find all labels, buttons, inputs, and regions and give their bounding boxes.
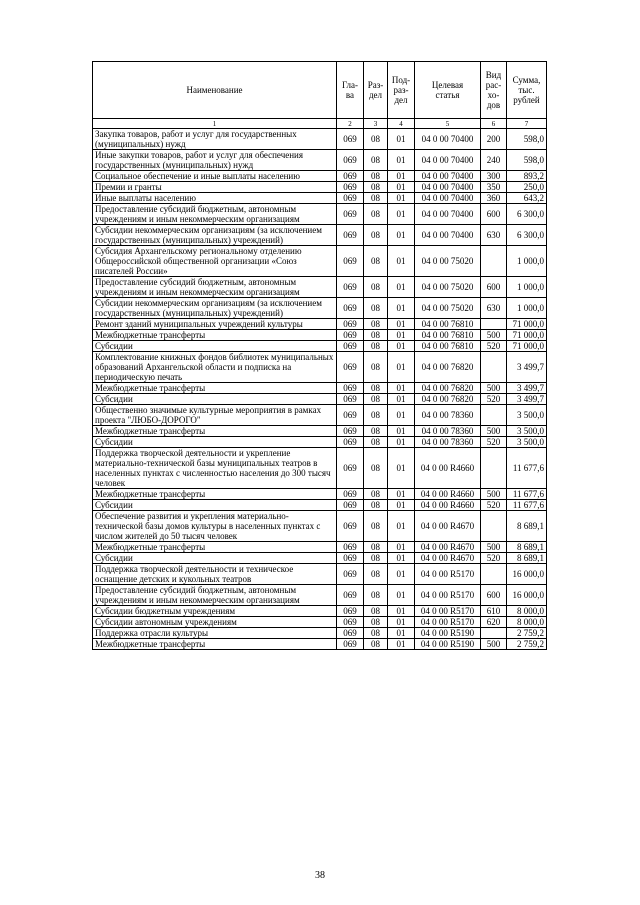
table-header-row: [93, 62, 547, 119]
row-podrazdel: 01: [388, 617, 415, 628]
row-vid: [481, 628, 507, 639]
row-sum: 3 499,7: [507, 352, 547, 383]
row-target: 04 0 00 76820: [415, 383, 481, 394]
row-razdel: 08: [364, 489, 388, 500]
row-target: 04 0 00 R4660: [415, 448, 481, 489]
row-razdel: 08: [364, 319, 388, 330]
table-body: [93, 129, 547, 650]
row-podrazdel: 01: [388, 319, 415, 330]
row-vid: 500: [481, 542, 507, 553]
row-name: Обеспечение развития и укрепления материально-технической базы домов культуры в населенных пунктах с числом жителей до 50 тысяч человек: [93, 511, 337, 542]
row-sum: 3 500,0: [507, 437, 547, 448]
row-target: 04 0 00 R4670: [415, 542, 481, 553]
row-name: Поддержка творческой деятельности и техническое оснащение детских и кукольных театров: [93, 564, 337, 585]
row-podrazdel: 01: [388, 394, 415, 405]
row-vid: 520: [481, 341, 507, 352]
header-glava: Гла- ва: [337, 62, 364, 119]
row-razdel: 08: [364, 448, 388, 489]
row-podrazdel: 01: [388, 298, 415, 319]
row-target: 04 0 00 R5170: [415, 617, 481, 628]
header-vid: Вид рас- хо- дов: [481, 62, 507, 119]
row-target: 04 0 00 R4670: [415, 553, 481, 564]
row-razdel: 08: [364, 204, 388, 225]
row-sum: 16 000,0: [507, 564, 547, 585]
row-name: Субсидия Архангельскому региональному отделению Общероссийской общественной организации «Союз писателей России»: [93, 246, 337, 277]
row-podrazdel: 01: [388, 182, 415, 193]
row-target: 04 0 00 75020: [415, 298, 481, 319]
row-vid: 520: [481, 553, 507, 564]
row-razdel: 08: [364, 129, 388, 150]
row-sum: 6 300,0: [507, 204, 547, 225]
row-razdel: 08: [364, 150, 388, 171]
table-row: [93, 129, 547, 150]
row-podrazdel: 01: [388, 204, 415, 225]
row-vid: 630: [481, 225, 507, 246]
table-row: [93, 639, 547, 650]
row-sum: 8 689,1: [507, 542, 547, 553]
row-sum: 16 000,0: [507, 585, 547, 606]
row-sum: 3 500,0: [507, 405, 547, 426]
row-podrazdel: 01: [388, 500, 415, 511]
row-name: Субсидии автономным учреждениям: [93, 617, 337, 628]
row-vid: 520: [481, 437, 507, 448]
row-sum: 2 759,2: [507, 639, 547, 650]
row-name: Субсидии бюджетным учреждениям: [93, 606, 337, 617]
row-razdel: 08: [364, 542, 388, 553]
row-vid: 620: [481, 617, 507, 628]
table-row: [93, 437, 547, 448]
row-glava: 069: [337, 639, 364, 650]
table-row: [93, 277, 547, 298]
row-name: Ремонт зданий муниципальных учреждений культуры: [93, 319, 337, 330]
row-glava: 069: [337, 564, 364, 585]
table-row: [93, 319, 547, 330]
row-razdel: 08: [364, 500, 388, 511]
row-glava: 069: [337, 585, 364, 606]
column-number-row: [93, 119, 547, 129]
row-glava: 069: [337, 394, 364, 405]
table-row: [93, 564, 547, 585]
column-number: 2: [337, 119, 364, 129]
row-podrazdel: 01: [388, 639, 415, 650]
row-razdel: 08: [364, 617, 388, 628]
row-glava: 069: [337, 617, 364, 628]
header-podrazdel: Под- раз- дел: [388, 62, 415, 119]
row-sum: 71 000,0: [507, 341, 547, 352]
row-vid: 500: [481, 426, 507, 437]
row-razdel: 08: [364, 225, 388, 246]
row-name: Межбюджетные трансферты: [93, 489, 337, 500]
row-razdel: 08: [364, 298, 388, 319]
row-sum: 893,2: [507, 171, 547, 182]
row-name: Межбюджетные трансферты: [93, 639, 337, 650]
row-glava: 069: [337, 383, 364, 394]
row-name: Субсидии: [93, 500, 337, 511]
row-glava: 069: [337, 511, 364, 542]
row-name: Межбюджетные трансферты: [93, 542, 337, 553]
row-name: Межбюджетные трансферты: [93, 383, 337, 394]
row-target: 04 0 00 76810: [415, 330, 481, 341]
column-number: 1: [93, 119, 337, 129]
row-name: Иные выплаты населению: [93, 193, 337, 204]
header-target: Целевая статья: [415, 62, 481, 119]
row-name: Субсидии: [93, 394, 337, 405]
row-razdel: 08: [364, 639, 388, 650]
row-target: 04 0 00 R5190: [415, 639, 481, 650]
row-name: Межбюджетные трансферты: [93, 330, 337, 341]
row-podrazdel: 01: [388, 330, 415, 341]
row-name: Субсидии: [93, 553, 337, 564]
row-glava: 069: [337, 606, 364, 617]
row-sum: 8 689,1: [507, 553, 547, 564]
row-sum: 11 677,6: [507, 448, 547, 489]
row-glava: 069: [337, 330, 364, 341]
row-vid: 600: [481, 277, 507, 298]
row-podrazdel: 01: [388, 628, 415, 639]
row-vid: [481, 511, 507, 542]
table-row: [93, 405, 547, 426]
table-row: [93, 171, 547, 182]
column-number: 3: [364, 119, 388, 129]
row-razdel: 08: [364, 182, 388, 193]
row-name: Субсидии: [93, 341, 337, 352]
row-razdel: 08: [364, 246, 388, 277]
row-sum: 8 000,0: [507, 606, 547, 617]
row-name: Субсидии некоммерческим организациям (за исключением государственных (муниципальных) учреждений): [93, 225, 337, 246]
row-razdel: 08: [364, 553, 388, 564]
row-glava: 069: [337, 405, 364, 426]
row-glava: 069: [337, 437, 364, 448]
row-glava: 069: [337, 426, 364, 437]
table-row: [93, 150, 547, 171]
row-sum: 2 759,2: [507, 628, 547, 639]
row-target: 04 0 00 75020: [415, 246, 481, 277]
header-razdel: Раз- дел: [364, 62, 388, 119]
row-glava: 069: [337, 171, 364, 182]
row-glava: 069: [337, 129, 364, 150]
row-name: Общественно значимые культурные мероприятия в рамках проекта "ЛЮБО-ДОРОГО": [93, 405, 337, 426]
column-number: 5: [415, 119, 481, 129]
row-sum: 598,0: [507, 129, 547, 150]
row-vid: 500: [481, 330, 507, 341]
row-target: 04 0 00 76810: [415, 319, 481, 330]
row-podrazdel: 01: [388, 553, 415, 564]
row-podrazdel: 01: [388, 437, 415, 448]
row-vid: 500: [481, 489, 507, 500]
table-row: [93, 585, 547, 606]
row-sum: 250,0: [507, 182, 547, 193]
row-target: 04 0 00 70400: [415, 225, 481, 246]
row-glava: 069: [337, 319, 364, 330]
header-name: Наименование: [93, 62, 337, 119]
row-vid: [481, 319, 507, 330]
row-vid: [481, 352, 507, 383]
row-name: Премии и гранты: [93, 182, 337, 193]
row-vid: 520: [481, 500, 507, 511]
table-row: [93, 628, 547, 639]
row-target: 04 0 00 R5190: [415, 628, 481, 639]
row-razdel: 08: [364, 437, 388, 448]
row-target: 04 0 00 R4670: [415, 511, 481, 542]
row-vid: 600: [481, 585, 507, 606]
column-number: 7: [507, 119, 547, 129]
row-vid: 350: [481, 182, 507, 193]
row-glava: 069: [337, 150, 364, 171]
row-podrazdel: 01: [388, 426, 415, 437]
row-sum: 71 000,0: [507, 319, 547, 330]
row-vid: 630: [481, 298, 507, 319]
row-sum: 11 677,6: [507, 500, 547, 511]
table-row: [93, 352, 547, 383]
row-target: 04 0 00 70400: [415, 193, 481, 204]
row-glava: 069: [337, 553, 364, 564]
row-name: Поддержка творческой деятельности и укрепление материально-технической базы муниципальных театров в населенных пунктах с численностью населения до 300 тысяч человек: [93, 448, 337, 489]
column-number: 4: [388, 119, 415, 129]
row-sum: 11 677,6: [507, 489, 547, 500]
row-target: 04 0 00 75020: [415, 277, 481, 298]
row-name: Комплектование книжных фондов библиотек муниципальных образований Архангельской области и подписка на периодическую печать: [93, 352, 337, 383]
row-target: 04 0 00 R5170: [415, 606, 481, 617]
row-name: Закупка товаров, работ и услуг для государственных (муниципальных) нужд: [93, 129, 337, 150]
row-glava: 069: [337, 628, 364, 639]
table-row: [93, 426, 547, 437]
row-podrazdel: 01: [388, 606, 415, 617]
row-razdel: 08: [364, 171, 388, 182]
row-podrazdel: 01: [388, 225, 415, 246]
row-podrazdel: 01: [388, 277, 415, 298]
table-row: [93, 394, 547, 405]
row-vid: 520: [481, 394, 507, 405]
header-sum: Сумма, тыс. рублей: [507, 62, 547, 119]
row-target: 04 0 00 78360: [415, 426, 481, 437]
row-vid: 610: [481, 606, 507, 617]
row-target: 04 0 00 76810: [415, 341, 481, 352]
row-glava: 069: [337, 448, 364, 489]
row-target: 04 0 00 78360: [415, 405, 481, 426]
row-razdel: 08: [364, 277, 388, 298]
row-name: Межбюджетные трансферты: [93, 426, 337, 437]
row-razdel: 08: [364, 394, 388, 405]
table-row: [93, 500, 547, 511]
row-name: Социальное обеспечение и иные выплаты населению: [93, 171, 337, 182]
table-row: [93, 330, 547, 341]
row-glava: 069: [337, 182, 364, 193]
row-vid: [481, 448, 507, 489]
row-glava: 069: [337, 277, 364, 298]
row-sum: 3 499,7: [507, 383, 547, 394]
row-sum: 1 000,0: [507, 298, 547, 319]
budget-table: [92, 61, 547, 650]
row-glava: 069: [337, 225, 364, 246]
row-name: Поддержка отрасли культуры: [93, 628, 337, 639]
row-target: 04 0 00 76820: [415, 394, 481, 405]
row-target: 04 0 00 78360: [415, 437, 481, 448]
row-razdel: 08: [364, 330, 388, 341]
row-vid: 600: [481, 204, 507, 225]
table-row: [93, 298, 547, 319]
row-vid: 240: [481, 150, 507, 171]
row-razdel: 08: [364, 585, 388, 606]
row-vid: [481, 405, 507, 426]
row-sum: 1 000,0: [507, 246, 547, 277]
row-name: Предоставление субсидий бюджетным, автономным учреждениям и иным некоммерческим организациям: [93, 277, 337, 298]
row-vid: 500: [481, 383, 507, 394]
column-number: 6: [481, 119, 507, 129]
row-target: 04 0 00 70400: [415, 182, 481, 193]
row-podrazdel: 01: [388, 352, 415, 383]
row-target: 04 0 00 70400: [415, 171, 481, 182]
row-razdel: 08: [364, 193, 388, 204]
row-glava: 069: [337, 489, 364, 500]
row-name: Субсидии некоммерческим организациям (за исключением государственных (муниципальных) учреждений): [93, 298, 337, 319]
row-glava: 069: [337, 341, 364, 352]
row-vid: 500: [481, 639, 507, 650]
row-target: 04 0 00 70400: [415, 204, 481, 225]
row-podrazdel: 01: [388, 383, 415, 394]
row-sum: 6 300,0: [507, 225, 547, 246]
row-target: 04 0 00 R4660: [415, 489, 481, 500]
row-target: 04 0 00 R4660: [415, 500, 481, 511]
row-sum: 71 000,0: [507, 330, 547, 341]
row-podrazdel: 01: [388, 585, 415, 606]
row-vid: [481, 246, 507, 277]
row-podrazdel: 01: [388, 171, 415, 182]
row-podrazdel: 01: [388, 246, 415, 277]
row-glava: 069: [337, 204, 364, 225]
row-sum: 643,2: [507, 193, 547, 204]
row-name: Предоставление субсидий бюджетным, автономным учреждениям и иным некоммерческим организациям: [93, 585, 337, 606]
row-sum: 598,0: [507, 150, 547, 171]
table-row: [93, 448, 547, 489]
row-razdel: 08: [364, 564, 388, 585]
row-vid: 360: [481, 193, 507, 204]
row-podrazdel: 01: [388, 489, 415, 500]
row-target: 04 0 00 R5170: [415, 585, 481, 606]
row-glava: 069: [337, 500, 364, 511]
row-vid: 200: [481, 129, 507, 150]
row-razdel: 08: [364, 383, 388, 394]
row-glava: 069: [337, 298, 364, 319]
row-razdel: 08: [364, 352, 388, 383]
table-row: [93, 542, 547, 553]
row-name: Субсидии: [93, 437, 337, 448]
table-row: [93, 246, 547, 277]
row-glava: 069: [337, 193, 364, 204]
row-podrazdel: 01: [388, 129, 415, 150]
table-row: [93, 606, 547, 617]
row-podrazdel: 01: [388, 150, 415, 171]
row-podrazdel: 01: [388, 193, 415, 204]
row-razdel: 08: [364, 426, 388, 437]
table-row: [93, 383, 547, 394]
row-sum: 1 000,0: [507, 277, 547, 298]
row-target: 04 0 00 70400: [415, 129, 481, 150]
row-podrazdel: 01: [388, 564, 415, 585]
table-row: [93, 489, 547, 500]
row-target: 04 0 00 R5170: [415, 564, 481, 585]
row-sum: 8 000,0: [507, 617, 547, 628]
row-razdel: 08: [364, 606, 388, 617]
row-target: 04 0 00 76820: [415, 352, 481, 383]
row-razdel: 08: [364, 405, 388, 426]
row-razdel: 08: [364, 628, 388, 639]
row-razdel: 08: [364, 341, 388, 352]
table-row: [93, 204, 547, 225]
row-podrazdel: 01: [388, 341, 415, 352]
row-sum: 3 499,7: [507, 394, 547, 405]
table-row: [93, 182, 547, 193]
row-glava: 069: [337, 542, 364, 553]
row-glava: 069: [337, 352, 364, 383]
page-number: 38: [315, 870, 325, 881]
row-sum: 3 500,0: [507, 426, 547, 437]
table-row: [93, 617, 547, 628]
row-podrazdel: 01: [388, 448, 415, 489]
row-target: 04 0 00 70400: [415, 150, 481, 171]
table-row: [93, 553, 547, 564]
row-vid: [481, 564, 507, 585]
row-podrazdel: 01: [388, 405, 415, 426]
row-glava: 069: [337, 246, 364, 277]
table-row: [93, 511, 547, 542]
row-podrazdel: 01: [388, 511, 415, 542]
table-row: [93, 341, 547, 352]
table-row: [93, 225, 547, 246]
table-row: [93, 193, 547, 204]
row-razdel: 08: [364, 511, 388, 542]
row-vid: 300: [481, 171, 507, 182]
row-name: Предоставление субсидий бюджетным, автономным учреждениям и иным некоммерческим организациям: [93, 204, 337, 225]
row-sum: 8 689,1: [507, 511, 547, 542]
row-name: Иные закупки товаров, работ и услуг для обеспечения государственных (муниципальных) нужд: [93, 150, 337, 171]
row-podrazdel: 01: [388, 542, 415, 553]
